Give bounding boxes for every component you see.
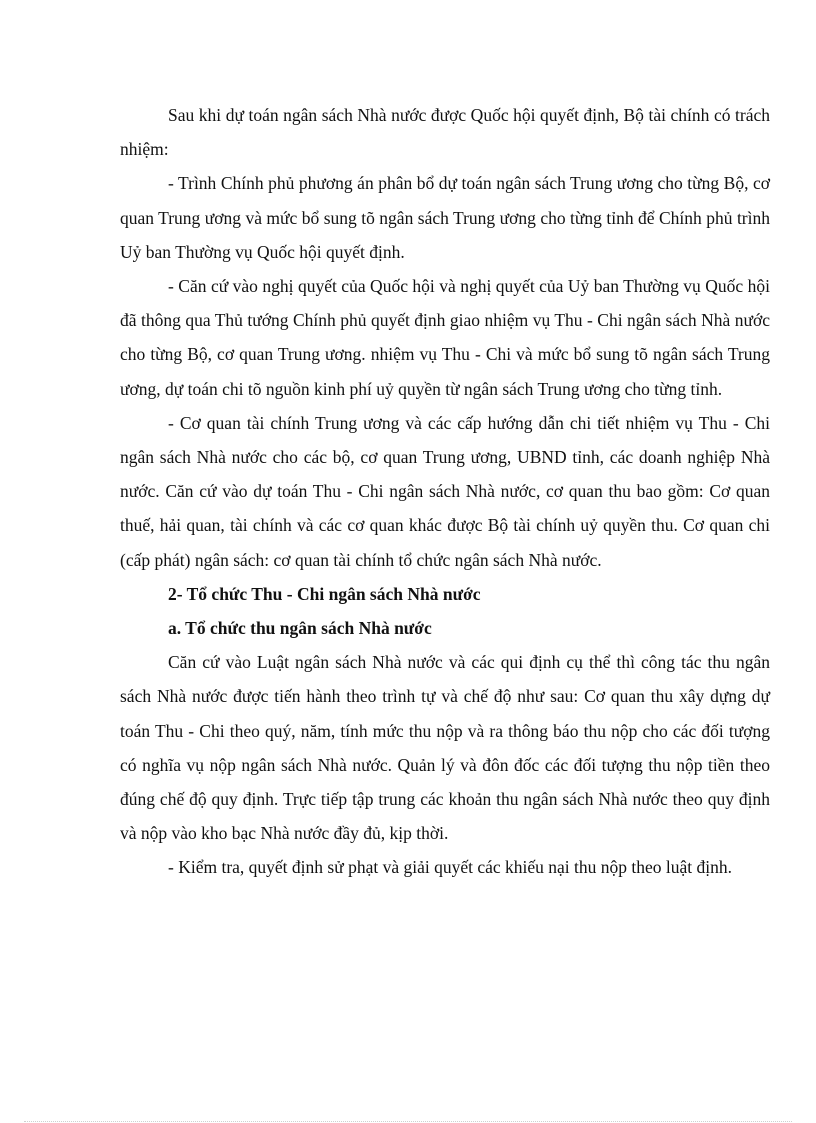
paragraph-revenue-process: Căn cứ vào Luật ngân sách Nhà nước và các qui định cụ thể thì công tác thu ngân sách Nhà nước được tiến hành theo trình tự và chế độ như sau: Cơ quan thu xây dựng dự toán Thu - Chi theo quý, năm, tính mức thu nộp và ra thông báo thu nộp cho các đối tượng có nghĩa vụ nộp ngân sách Nhà nước. Quản lý và đôn đốc các đối tượng thu nộp tiền theo đúng chế độ quy định. Trực tiếp tập trung các khoản thu ngân sách Nhà nước theo quy định và nộp vào kho bạc Nhà nước đầy đủ, kịp thời. xyxy=(120,652,770,844)
section-heading: 2- Tổ chức Thu - Chi ngân sách Nhà nước xyxy=(168,583,481,604)
paragraph-bullet-resolution: - Căn cứ vào nghị quyết của Quốc hội và nghị quyết của Uỷ ban Thường vụ Quốc hội đã thông qua Thủ tướng Chính phủ quyết định giao nhiệm vụ Thu - Chi ngân sách Nhà nước cho từng Bộ, cơ quan Trung ương. nhiệm vụ Thu - Chi và mức bổ sung tõ ngân sách Trung ương, dự toán chi tõ nguồn kinh phí uỷ quyền từ ngân sách Trung ương cho từng tỉnh. xyxy=(120,276,770,399)
document-body xyxy=(120,98,770,885)
paragraph-bullet-allocation: - Trình Chính phủ phương án phân bổ dự toán ngân sách Trung ương cho từng Bộ, cơ quan Trung ương và mức bổ sung tõ ngân sách Trung ương cho từng tỉnh để Chính phủ trình Uỷ ban Thường vụ Quốc hội quyết định. xyxy=(120,173,770,262)
paragraph-bullet-guidance: - Cơ quan tài chính Trung ương và các cấp hướng dẫn chi tiết nhiệm vụ Thu - Chi ngân sách Nhà nước cho các bộ, cơ quan Trung ương, UBND tỉnh, các doanh nghiệp Nhà nước. Căn cứ vào dự toán Thu - Chi ngân sách Nhà nước, cơ quan thu bao gồm: Cơ quan thuế, hải quan, tài chính và các cơ quan khác được Bộ tài chính uỷ quyền thu. Cơ quan chi (cấp phát) ngân sách: cơ quan tài chính tổ chức ngân sách Nhà nước. xyxy=(120,412,770,570)
paragraph-intro: Sau khi dự toán ngân sách Nhà nước được Quốc hội quyết định, Bộ tài chính có trách nhiệm: xyxy=(120,105,770,160)
paragraph-bullet-inspection: - Kiểm tra, quyết định sử phạt và giải quyết các khiếu nại thu nộp theo luật định. xyxy=(168,857,732,878)
subsection-heading: a. Tổ chức thu ngân sách Nhà nước xyxy=(168,618,432,639)
page-bottom-divider xyxy=(24,1121,792,1122)
